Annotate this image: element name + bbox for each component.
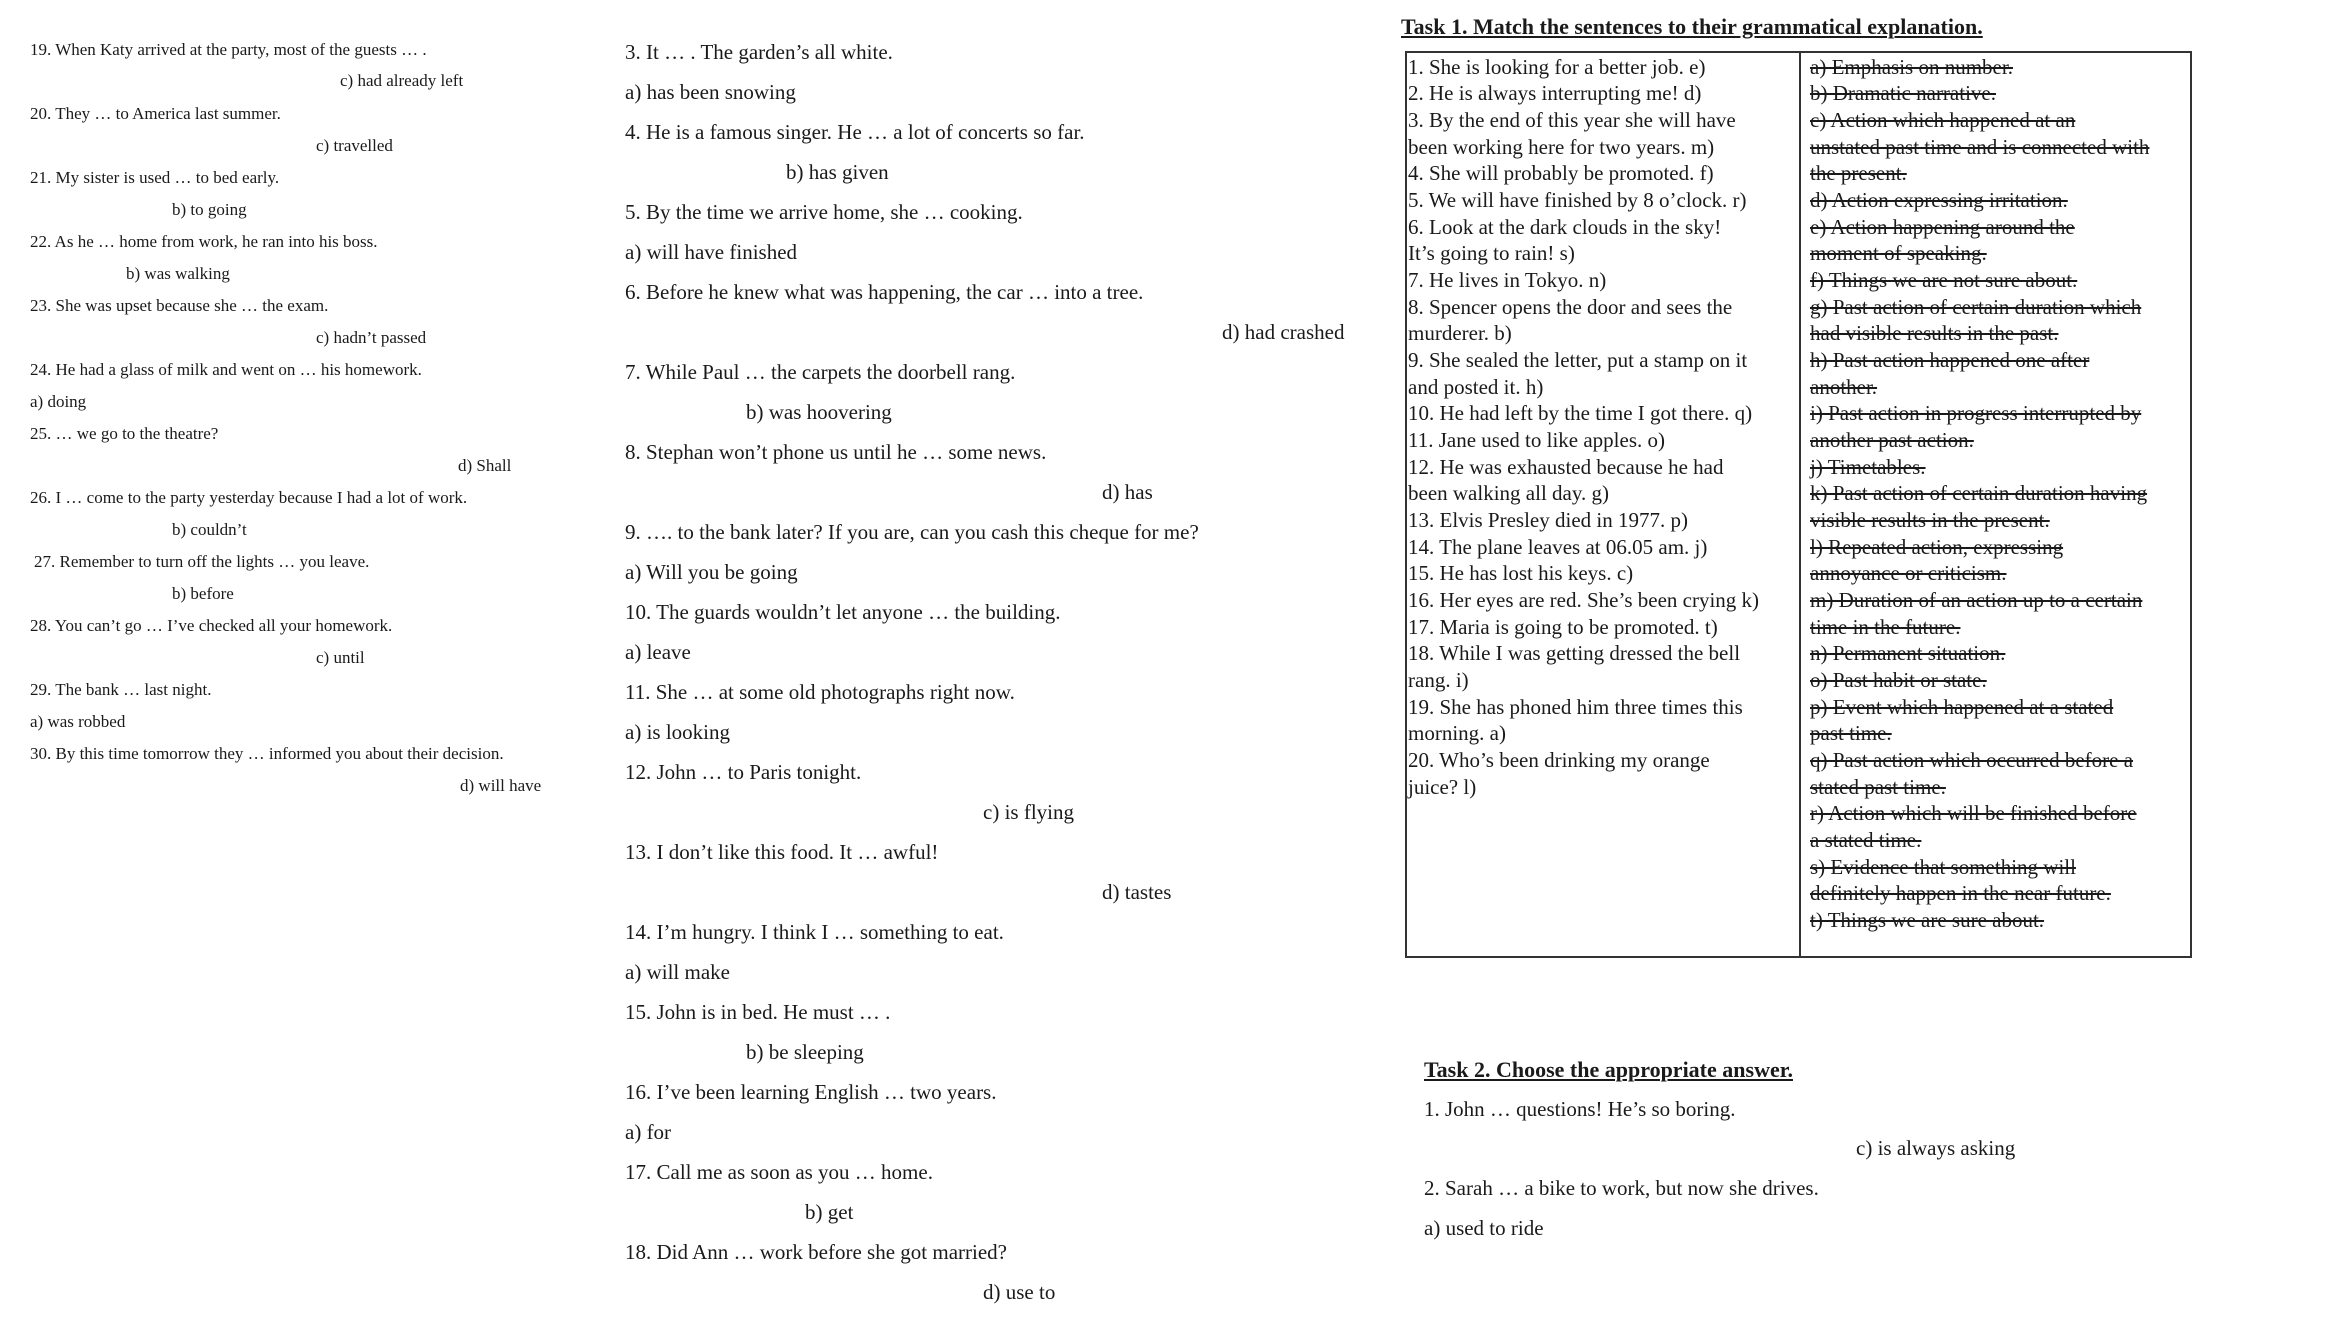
sentence-line: 6. Look at the dark clouds in the sky! — [1408, 215, 1722, 239]
explanation-line: h) Past action happened one after — [1810, 348, 2090, 372]
sentence-line: and posted it. h) — [1408, 375, 1544, 399]
question-15: 15. John is in bed. He must … . — [625, 1000, 891, 1024]
explanation-line: d) Action expressing irritation. — [1810, 188, 2068, 212]
question-27: 27. Remember to turn off the lights … you leave. — [34, 552, 370, 571]
sentence-line: been working here for two years. m) — [1408, 135, 1715, 159]
sentence-line: 4. She will probably be promoted. f) — [1408, 161, 1714, 185]
explanation-line: k) Past action of certain duration having — [1810, 481, 2148, 505]
sentence-line: 11. Jane used to like apples. o) — [1408, 428, 1665, 452]
sentence-line: 3. By the end of this year she will have — [1408, 108, 1736, 132]
answer-10: a) leave — [625, 640, 691, 664]
explanation-line: b) Dramatic narrative. — [1810, 81, 1996, 105]
question-22: 22. As he … home from work, he ran into his boss. — [30, 232, 378, 251]
explanation-line: visible results in the present. — [1810, 508, 2050, 532]
explanation-line: annoyance or criticism. — [1810, 561, 2007, 585]
sentence-line: juice? l) — [1408, 775, 1477, 799]
sentence-line: 17. Maria is going to be promoted. t) — [1408, 615, 1718, 639]
answer-15: b) be sleeping — [746, 1040, 864, 1064]
question-21: 21. My sister is used … to bed early. — [30, 168, 280, 187]
question-8: 8. Stephan won’t phone us until he … some news. — [625, 440, 1047, 464]
question-13: 13. I don’t like this food. It … awful! — [625, 840, 939, 864]
explanation-line: n) Permanent situation. — [1810, 641, 2006, 665]
sentence-line: 16. Her eyes are red. She’s been crying k) — [1408, 588, 1760, 612]
answer-13: d) tastes — [1102, 880, 1172, 904]
question-30: 30. By this time tomorrow they … informed you about their decision. — [30, 744, 504, 763]
explanation-line: another past action. — [1810, 428, 1974, 452]
question-26: 26. I … come to the party yesterday because I had a lot of work. — [30, 488, 468, 507]
answer-8: d) has — [1102, 480, 1153, 504]
question-25: 25. … we go to the theatre? — [30, 424, 219, 443]
explanation-line: past time. — [1810, 721, 1892, 745]
table-divider — [1799, 51, 1801, 958]
explanation-line: e) Action happening around the — [1810, 215, 2075, 239]
answer-16: a) for — [625, 1120, 672, 1144]
question-7: 7. While Paul … the carpets the doorbell rang. — [625, 360, 1016, 384]
answer-18: d) use to — [983, 1280, 1056, 1304]
explanation-line: the present. — [1810, 161, 1907, 185]
explanation-line: c) Action which happened at an — [1810, 108, 2076, 132]
sentence-line: 15. He has lost his keys. c) — [1408, 561, 1634, 585]
explanation-line: p) Event which happened at a stated — [1810, 695, 2114, 719]
explanation-line: f) Things we are not sure about. — [1810, 268, 2078, 292]
task-2-title: Task 2. Choose the appropriate answer. — [1424, 1057, 1793, 1082]
explanation-line: l) Repeated action, expressing — [1810, 535, 2064, 559]
sentence-line: 8. Spencer opens the door and sees the — [1408, 295, 1733, 319]
sentence-line: 7. He lives in Tokyo. n) — [1408, 268, 1607, 292]
explanation-line: q) Past action which occurred before a — [1810, 748, 2134, 772]
explanation-line: moment of speaking. — [1810, 241, 1987, 265]
answer-5: a) will have finished — [625, 240, 798, 264]
sentence-line: 1. She is looking for a better job. e) — [1408, 55, 1706, 79]
answer-23: c) hadn’t passed — [316, 328, 427, 347]
explanation-line: g) Past action of certain duration which — [1810, 295, 2142, 319]
question-12: 12. John … to Paris tonight. — [625, 760, 862, 784]
sentence-line: 14. The plane leaves at 06.05 am. j) — [1408, 535, 1708, 559]
answer-26: b) couldn’t — [172, 520, 247, 539]
task-2-question-2: 2. Sarah … a bike to work, but now she drives. — [1424, 1176, 1819, 1200]
question-14: 14. I’m hungry. I think I … something to eat. — [625, 920, 1004, 944]
sentence-line: 18. While I was getting dressed the bell — [1408, 641, 1741, 665]
explanation-line: t) Things we are sure about. — [1810, 908, 2045, 932]
answer-28: c) until — [316, 648, 365, 667]
question-5: 5. By the time we arrive home, she … cooking. — [625, 200, 1023, 224]
explanation-line: r) Action which will be finished before — [1810, 801, 2137, 825]
answer-24: a) doing — [30, 392, 87, 411]
answer-4: b) has given — [786, 160, 889, 184]
question-3: 3. It … . The garden’s all white. — [625, 40, 893, 64]
question-23: 23. She was upset because she … the exam. — [30, 296, 329, 315]
sentence-line: 20. Who’s been drinking my orange — [1408, 748, 1710, 772]
sentence-line: been walking all day. g) — [1408, 481, 1609, 505]
sentence-line: rang. i) — [1408, 668, 1469, 692]
sentence-line: murderer. b) — [1408, 321, 1512, 345]
answer-7: b) was hoovering — [746, 400, 892, 424]
sentence-line: It’s going to rain! s) — [1408, 241, 1575, 265]
explanation-line: time in the future. — [1810, 615, 1961, 639]
explanation-line: stated past time. — [1810, 775, 1946, 799]
explanation-line: had visible results in the past. — [1810, 321, 2059, 345]
answer-27: b) before — [172, 584, 234, 603]
answer-12: c) is flying — [983, 800, 1074, 824]
sentence-line: 10. He had left by the time I got there. q) — [1408, 401, 1753, 425]
question-9: 9. …. to the bank later? If you are, can you cash this cheque for me? — [625, 520, 1199, 544]
explanation-line: a) Emphasis on number. — [1810, 55, 2013, 79]
task-1-title: Task 1. Match the sentences to their grammatical explanation. — [1401, 14, 1983, 39]
question-11: 11. She … at some old photographs right now. — [625, 680, 1015, 704]
explanation-line: i) Past action in progress interrupted by — [1810, 401, 2142, 425]
answer-17: b) get — [805, 1200, 854, 1224]
task-2-question-1: 1. John … questions! He’s so boring. — [1424, 1097, 1736, 1121]
answer-22: b) was walking — [126, 264, 230, 283]
explanation-line: m) Duration of an action up to a certain — [1810, 588, 2143, 612]
answer-14: a) will make — [625, 960, 730, 984]
explanation-line: o) Past habit or state. — [1810, 668, 1987, 692]
sentence-line: 5. We will have finished by 8 o’clock. r) — [1408, 188, 1747, 212]
sentence-line: morning. a) — [1408, 721, 1506, 745]
question-17: 17. Call me as soon as you … home. — [625, 1160, 933, 1184]
sentence-line: 2. He is always interrupting me! d) — [1408, 81, 1702, 105]
answer-20: c) travelled — [316, 136, 393, 155]
answer-19: c) had already left — [340, 71, 464, 90]
sentence-line: 9. She sealed the letter, put a stamp on it — [1408, 348, 1748, 372]
question-29: 29. The bank … last night. — [30, 680, 212, 699]
question-6: 6. Before he knew what was happening, the car … into a tree. — [625, 280, 1144, 304]
question-10: 10. The guards wouldn’t let anyone … the building. — [625, 600, 1061, 624]
explanation-line: definitely happen in the near future. — [1810, 881, 2111, 905]
task-2-answer-2: a) used to ride — [1424, 1216, 1544, 1240]
answer-21: b) to going — [172, 200, 247, 219]
explanation-line: unstated past time and is connected with — [1810, 135, 2150, 159]
answer-9: a) Will you be going — [625, 560, 798, 584]
answer-11: a) is looking — [625, 720, 730, 744]
explanation-line: another. — [1810, 375, 1878, 399]
question-19: 19. When Katy arrived at the party, most of the guests … . — [30, 40, 427, 59]
question-28: 28. You can’t go … I’ve checked all your homework. — [30, 616, 393, 635]
explanation-line: a stated time. — [1810, 828, 1922, 852]
answer-29: a) was robbed — [30, 712, 126, 731]
sentence-line: 13. Elvis Presley died in 1977. p) — [1408, 508, 1688, 532]
answer-30: d) will have — [460, 776, 542, 795]
answer-25: d) Shall — [458, 456, 512, 475]
sentence-line: 12. He was exhausted because he had — [1408, 455, 1724, 479]
explanation-line: j) Timetables. — [1810, 455, 1926, 479]
question-16: 16. I’ve been learning English … two years. — [625, 1080, 997, 1104]
sentence-line: 19. She has phoned him three times this — [1408, 695, 1743, 719]
explanation-line: s) Evidence that something will — [1810, 855, 2076, 879]
question-18: 18. Did Ann … work before she got married? — [625, 1240, 1007, 1264]
answer-3: a) has been snowing — [625, 80, 796, 104]
question-4: 4. He is a famous singer. He … a lot of concerts so far. — [625, 120, 1085, 144]
task-2-answer-1: c) is always asking — [1856, 1136, 2016, 1160]
answer-6: d) had crashed — [1222, 320, 1345, 344]
question-20: 20. They … to America last summer. — [30, 104, 281, 123]
question-24: 24. He had a glass of milk and went on … his homework. — [30, 360, 422, 379]
